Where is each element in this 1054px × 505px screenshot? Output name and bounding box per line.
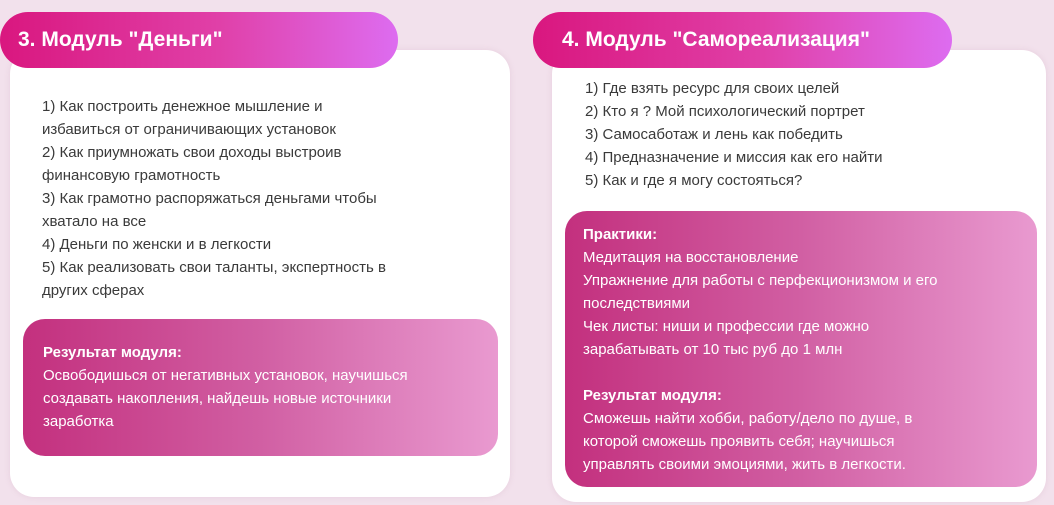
module-4-practice-line: зарабатывать от 10 тыс руб до 1 млн	[583, 341, 843, 358]
module-3-topic-line: хватало на все	[42, 213, 147, 230]
module-3-topic-line: 1) Как построить денежное мышление и	[42, 98, 323, 115]
module-3-result-line: Освободишься от негативных установок, научишься	[43, 367, 408, 384]
module-4-practice-line: Медитация на восстановление	[583, 249, 799, 266]
module-4-practices-result-box	[565, 211, 1037, 487]
module-3-title: 3. Модуль "Деньги"	[0, 12, 398, 68]
module-3-topic-line: 4) Деньги по женски и в легкости	[42, 236, 272, 253]
module-3-topic-line: других сферах	[42, 282, 145, 299]
module-4-topic-line: 4) Предназначение и миссия как его найти	[585, 149, 883, 166]
module-3-topic-line: 5) Как реализовать свои таланты, экспертность в	[42, 259, 386, 276]
module-4-practice-line: Упражнение для работы с перфекционизмом и его	[583, 272, 938, 289]
module-3-result-box	[23, 319, 498, 456]
module-4-practice-line: последствиями	[583, 295, 691, 312]
module-3-topic-list	[42, 95, 432, 302]
module-3-topic-line: избавиться от ограничивающих установок	[42, 121, 336, 138]
module-3-result-heading: Результат модуля:	[43, 344, 182, 361]
module-4-result-heading: Результат модуля:	[583, 387, 722, 404]
module-4-title: 4. Модуль "Самореализация"	[533, 12, 952, 68]
module-4-result-line: которой сможешь проявить себя; научишься	[583, 433, 895, 450]
module-3-topic-line: 2) Как приумножать свои доходы выстроив	[42, 144, 342, 161]
module-3-topic-line: финансовую грамотность	[42, 167, 221, 184]
module-4-topic-line: 2) Кто я ? Мой психологический портрет	[585, 103, 865, 120]
spacer	[583, 361, 1019, 384]
module-4-practice-line: Чек листы: ниши и профессии где можно	[583, 318, 870, 335]
module-3-result-line: создавать накопления, найдешь новые источники	[43, 390, 392, 407]
module-4-topic-line: 3) Самосаботаж и лень как победить	[585, 126, 843, 143]
module-3-result-line: заработка	[43, 413, 114, 430]
module-3-topic-line: 3) Как грамотно распоряжаться деньгами чтобы	[42, 190, 377, 207]
module-4-topic-list	[585, 77, 1005, 192]
module-4-practices-heading: Практики:	[583, 226, 658, 243]
module-4-topic-line: 1) Где взять ресурс для своих целей	[585, 80, 840, 97]
module-4-result-line: Сможешь найти хобби, работу/дело по душе, в	[583, 410, 913, 427]
module-4-topic-line: 5) Как и где я могу состояться?	[585, 172, 803, 189]
module-4-result-line: управлять своими эмоциями, жить в легкости.	[583, 456, 906, 473]
